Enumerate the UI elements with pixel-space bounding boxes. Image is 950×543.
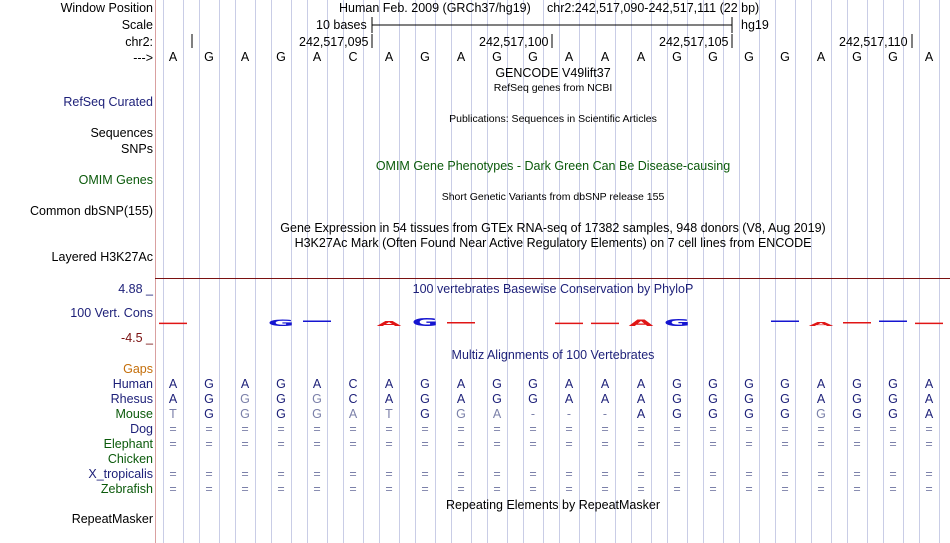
alignment-base: =: [817, 437, 825, 451]
alignment-base: =: [349, 467, 357, 481]
base-letter: G: [780, 50, 790, 64]
track-label-repeatmasker[interactable]: RepeatMasker: [71, 512, 153, 526]
alignment-base: =: [673, 467, 681, 481]
alignment-base: A: [924, 392, 934, 406]
alignment-base: =: [421, 437, 429, 451]
alignment-base: G: [744, 377, 754, 391]
cons-max-label: 4.88 _: [118, 282, 153, 296]
refseq-description: RefSeq genes from NCBI: [493, 82, 613, 94]
alignment-base: =: [313, 467, 321, 481]
alignment-base: G: [528, 392, 538, 406]
species-label[interactable]: Chicken: [107, 452, 153, 466]
base-letter: G: [672, 50, 682, 64]
base-letter: A: [564, 50, 574, 64]
alignment-base: G: [276, 392, 286, 406]
label-window-position: Window Position: [60, 1, 153, 15]
base-letter: A: [924, 50, 934, 64]
alignment-base: =: [673, 437, 681, 451]
cons-base-mark: G: [267, 317, 295, 329]
alignment-base: =: [205, 422, 213, 436]
alignment-base: =: [925, 422, 933, 436]
alignment-base: C: [348, 392, 358, 406]
alignment-base: =: [637, 482, 645, 496]
alignment-base: =: [745, 482, 753, 496]
repeatmasker-description: Repeating Elements by RepeatMasker: [445, 498, 660, 512]
alignment-base: A: [492, 407, 502, 421]
label-strand: --->: [133, 51, 153, 65]
alignment-base: =: [781, 437, 789, 451]
alignment-base: A: [348, 407, 358, 421]
alignment-base: =: [385, 437, 393, 451]
species-label[interactable]: Zebrafish: [100, 482, 153, 496]
alignment-base: A: [384, 377, 394, 391]
scale-bar-label: 10 bases: [316, 18, 367, 32]
alignment-base: G: [672, 392, 682, 406]
alignment-base: G: [420, 392, 430, 406]
alignment-base: =: [421, 422, 429, 436]
alignment-base: A: [816, 377, 826, 391]
alignment-base: =: [205, 467, 213, 481]
dbsnp-description: Short Genetic Variants from dbSNP release 155: [441, 191, 665, 203]
phylop-description: 100 vertebrates Basewise Conservation by PhyloP: [412, 282, 694, 296]
alignment-base: =: [709, 437, 717, 451]
base-letter: G: [492, 50, 502, 64]
ruler-label-3: 242,517,105: [659, 35, 729, 49]
alignment-base: -: [530, 407, 536, 421]
alignment-base: =: [853, 422, 861, 436]
alignment-base: =: [925, 482, 933, 496]
alignment-base: =: [709, 482, 717, 496]
alignment-base: G: [204, 377, 214, 391]
alignment-base: =: [457, 437, 465, 451]
alignment-base: =: [889, 482, 897, 496]
alignment-base: =: [889, 422, 897, 436]
base-letter: G: [888, 50, 898, 64]
alignment-base: =: [421, 482, 429, 496]
alignment-base: A: [636, 407, 646, 421]
gencode-title[interactable]: GENCODE V49lift37: [495, 66, 611, 80]
alignment-base: =: [169, 422, 177, 436]
alignment-base: =: [817, 422, 825, 436]
alignment-base: =: [385, 467, 393, 481]
alignment-base: G: [240, 407, 250, 421]
alignment-base: =: [241, 467, 249, 481]
alignment-base: A: [312, 377, 322, 391]
alignment-base: =: [601, 482, 609, 496]
alignment-base: G: [456, 407, 466, 421]
track-label-h3k27ac[interactable]: Layered H3K27Ac: [51, 250, 153, 264]
track-label-gaps: Gaps: [123, 362, 153, 376]
alignment-base: G: [240, 392, 250, 406]
base-letter: A: [816, 50, 826, 64]
alignment-base: A: [168, 377, 178, 391]
assembly-text: Human Feb. 2009 (GRCh37/hg19): [339, 1, 531, 15]
h3k27ac-description: H3K27Ac Mark (Often Found Near Active Regulatory Elements) on 7 cell lines from ENCODE: [294, 236, 812, 250]
alignment-base: =: [637, 467, 645, 481]
alignment-base: =: [745, 467, 753, 481]
alignment-base: =: [709, 467, 717, 481]
alignment-base: =: [277, 482, 285, 496]
alignment-base: A: [636, 392, 646, 406]
base-letter: G: [276, 50, 286, 64]
alignment-base: G: [672, 377, 682, 391]
alignment-base: G: [888, 377, 898, 391]
alignment-base: =: [745, 422, 753, 436]
alignment-base: =: [457, 422, 465, 436]
base-letter: G: [528, 50, 538, 64]
alignment-base: G: [816, 407, 826, 421]
base-letter: G: [420, 50, 430, 64]
alignment-base: =: [853, 467, 861, 481]
alignment-base: =: [565, 422, 573, 436]
alignment-base: =: [493, 467, 501, 481]
alignment-base: G: [780, 377, 790, 391]
cons-base-mark: G: [663, 317, 691, 329]
alignment-base: G: [708, 407, 718, 421]
base-letter: A: [636, 50, 646, 64]
alignment-base: A: [456, 392, 466, 406]
alignment-base: =: [529, 422, 537, 436]
alignment-base: A: [924, 407, 934, 421]
base-letter: G: [204, 50, 214, 64]
alignment-base: =: [277, 422, 285, 436]
alignment-base: G: [528, 377, 538, 391]
cons-base-mark: A: [808, 321, 834, 328]
alignment-base: =: [457, 482, 465, 496]
alignment-base: =: [637, 437, 645, 451]
species-label[interactable]: X_tropicalis: [88, 467, 153, 481]
alignment-base: =: [853, 437, 861, 451]
alignment-base: G: [492, 377, 502, 391]
alignment-base: -: [566, 407, 572, 421]
alignment-base: G: [276, 407, 286, 421]
cons-base-mark: G: [411, 316, 439, 329]
alignment-base: =: [493, 482, 501, 496]
alignment-base: G: [744, 407, 754, 421]
alignment-base: =: [241, 422, 249, 436]
alignment-base: G: [420, 407, 430, 421]
alignment-base: =: [493, 437, 501, 451]
alignment-base: A: [564, 392, 574, 406]
alignment-base: A: [168, 392, 178, 406]
base-letter: G: [744, 50, 754, 64]
base-letter: A: [312, 50, 322, 64]
alignment-base: G: [780, 407, 790, 421]
alignment-base: =: [385, 482, 393, 496]
species-label[interactable]: Human: [112, 377, 153, 391]
alignment-base: G: [708, 377, 718, 391]
alignment-base: =: [601, 437, 609, 451]
label-chrom: chr2:: [125, 35, 153, 49]
multiz-description: Multiz Alignments of 100 Vertebrates: [451, 348, 655, 362]
ruler-label-1: 242,517,095: [299, 35, 369, 49]
alignment-base: =: [313, 482, 321, 496]
alignment-base: G: [276, 377, 286, 391]
species-label[interactable]: Mouse: [115, 407, 153, 421]
alignment-base: =: [637, 422, 645, 436]
omim-description: OMIM Gene Phenotypes - Dark Green Can Be Disease-causing: [375, 159, 731, 173]
alignment-base: A: [600, 392, 610, 406]
track-label-refseq[interactable]: RefSeq Curated: [63, 95, 153, 109]
alignment-base: =: [601, 467, 609, 481]
base-letter: A: [168, 50, 178, 64]
track-label-cons[interactable]: 100 Vert. Cons: [70, 306, 153, 320]
alignment-base: A: [384, 392, 394, 406]
alignment-base: =: [673, 422, 681, 436]
alignment-base: G: [312, 392, 322, 406]
alignment-base: =: [565, 467, 573, 481]
base-letter: G: [852, 50, 862, 64]
alignment-base: T: [169, 407, 177, 421]
alignment-base: =: [745, 437, 753, 451]
base-letter: A: [384, 50, 394, 64]
alignment-base: A: [600, 377, 610, 391]
alignment-base: =: [781, 482, 789, 496]
cons-base-mark: A: [628, 317, 654, 329]
position-text: chr2:242,517,090-242,517,111 (22 bp): [547, 1, 760, 15]
alignment-base: =: [817, 482, 825, 496]
alignment-base: G: [672, 407, 682, 421]
base-letter: A: [456, 50, 466, 64]
species-label[interactable]: Rhesus: [110, 392, 153, 406]
alignment-base: =: [421, 467, 429, 481]
base-letter: G: [708, 50, 718, 64]
alignment-base: =: [817, 467, 825, 481]
alignment-base: -: [602, 407, 608, 421]
ruler-label-2: 242,517,100: [479, 35, 549, 49]
alignment-base: =: [169, 482, 177, 496]
alignment-base: G: [204, 392, 214, 406]
alignment-base: G: [888, 392, 898, 406]
alignment-base: C: [348, 377, 358, 391]
alignment-base: A: [636, 377, 646, 391]
alignment-base: =: [241, 482, 249, 496]
alignment-base: A: [816, 392, 826, 406]
alignment-base: =: [241, 437, 249, 451]
alignment-base: G: [852, 377, 862, 391]
cons-min-label: -4.5 _: [121, 331, 153, 345]
scale-db-label: hg19: [741, 18, 769, 32]
alignment-base: G: [492, 392, 502, 406]
alignment-base: =: [889, 467, 897, 481]
alignment-base: =: [781, 422, 789, 436]
alignment-base: =: [349, 437, 357, 451]
alignment-base: =: [457, 467, 465, 481]
alignment-base: G: [852, 407, 862, 421]
alignment-base: =: [385, 422, 393, 436]
alignment-base: =: [169, 437, 177, 451]
alignment-base: G: [420, 377, 430, 391]
alignment-base: =: [709, 422, 717, 436]
track-label-omim[interactable]: OMIM Genes: [78, 173, 153, 187]
alignment-base: =: [529, 467, 537, 481]
alignment-base: =: [349, 482, 357, 496]
alignment-base: A: [564, 377, 574, 391]
alignment-base: =: [853, 482, 861, 496]
alignment-base: G: [780, 392, 790, 406]
track-label-snps[interactable]: SNPs: [121, 142, 153, 156]
track-label-sequences[interactable]: Sequences: [90, 126, 153, 140]
alignment-base: =: [205, 482, 213, 496]
alignment-base: T: [385, 407, 393, 421]
alignment-base: =: [313, 437, 321, 451]
alignment-base: =: [493, 422, 501, 436]
alignment-base: =: [529, 482, 537, 496]
gtex-description: Gene Expression in 54 tissues from GTEx RNA-seq of 17382 samples, 948 donors (V8, Aug 2019): [280, 221, 826, 235]
alignment-base: =: [781, 467, 789, 481]
alignment-base: =: [349, 422, 357, 436]
alignment-base: G: [708, 392, 718, 406]
alignment-base: =: [169, 467, 177, 481]
label-scale: Scale: [121, 18, 153, 32]
alignment-base: A: [456, 377, 466, 391]
alignment-base: =: [313, 422, 321, 436]
base-letter: A: [600, 50, 610, 64]
alignment-base: A: [240, 377, 250, 391]
alignment-base: =: [889, 437, 897, 451]
alignment-base: =: [925, 437, 933, 451]
cons-base-mark: A: [376, 319, 402, 328]
alignment-base: =: [673, 482, 681, 496]
alignment-base: =: [565, 482, 573, 496]
base-letter: A: [240, 50, 250, 64]
alignment-base: =: [277, 467, 285, 481]
ruler-label-4: 242,517,110: [839, 35, 908, 49]
alignment-base: =: [205, 437, 213, 451]
alignment-base: A: [924, 377, 934, 391]
species-label[interactable]: Elephant: [103, 437, 153, 451]
track-label-common-dbsnp[interactable]: Common dbSNP(155): [30, 204, 153, 218]
publications-description: Publications: Sequences in Scientific Articles: [449, 113, 657, 125]
alignment-base: G: [204, 407, 214, 421]
alignment-base: G: [888, 407, 898, 421]
alignment-base: =: [277, 437, 285, 451]
alignment-base: G: [744, 392, 754, 406]
base-letter: C: [348, 50, 358, 64]
alignment-base: =: [529, 437, 537, 451]
alignment-base: =: [565, 437, 573, 451]
species-label[interactable]: Dog: [130, 422, 153, 436]
alignment-base: =: [925, 467, 933, 481]
alignment-base: G: [852, 392, 862, 406]
alignment-base: =: [601, 422, 609, 436]
alignment-base: G: [312, 407, 322, 421]
